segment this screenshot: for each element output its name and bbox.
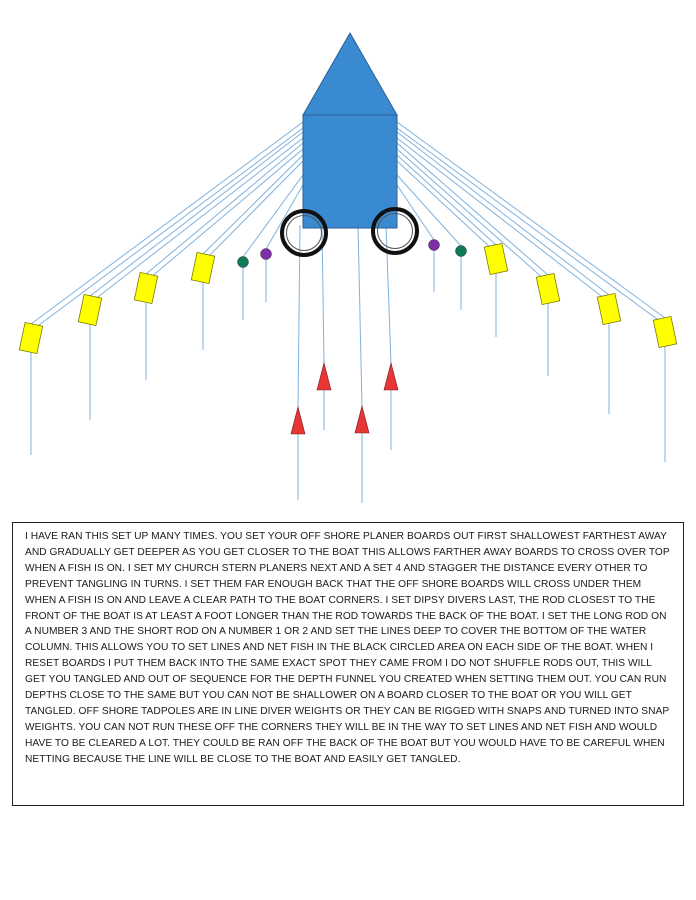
tadpole-weight [317,363,331,390]
boat [303,33,397,228]
planer-board [78,294,101,325]
boat-bow [303,33,397,115]
tow-line [35,128,303,328]
tow-line [146,143,303,274]
planer-board [191,252,214,283]
planer-board [597,293,620,324]
dipsy-diver [238,257,249,268]
tow-line [397,155,496,245]
dipsy-diver [261,249,272,260]
tadpole-line [386,225,391,364]
planer-board [484,243,507,274]
tadpole-weight [291,407,305,434]
tow-line [397,138,605,299]
tow-line [31,122,303,324]
diver-line [243,175,303,257]
tow-line [397,128,661,322]
dipsy-diver [429,240,440,251]
tadpole-weight [384,363,398,390]
tadpole-line [358,225,362,407]
tow-line [397,143,548,275]
planer-board [536,273,559,304]
notes-box [12,522,684,806]
dipsy-diver [456,246,467,257]
dipsy-divers [238,240,467,268]
notes-text: I HAVE RAN THIS SET UP MANY TIMES. YOU SET YOUR OFF SHORE PLANER BOARDS OUT FIRST SHALLOWEST FARTHEST AWAY AND GRADUALLY GET DEEPER AS YOU GET CLOSER TO THE BOAT THIS ALLOWS FARTHER AWAY BOARDS TO CROSS OVER TOP WHEN A FISH IS ON. I SET MY CHURCH STERN PLANERS NEXT AND A SET 4 AND STAGGER THE DISTANCE EVERY OTHER TO PREVENT TANGLING IN TURNS. I SET THEM FAR ENOUGH BACK THAT THE OFF SHORE BOARDS WILL CROSS UNDER THEM WHEN A FISH IS ON AND LEAVE A CLEAR PATH TO THE BOAT CORNERS. I SET DIPSY DIVERS LAST, THE ROD CLOSEST TO THE FRONT OF THE BOAT IS AT LEAST A FOOT LONGER THAN THE ROD TOWARDS THE BACK OF THE BOAT. I SET THE LONG ROD ON A NUMBER 3 AND THE SHORT ROD ON A NUMBER 1 OR 2 AND SET THE LINES DEEP TO COVER THE BOTTOM OF THE WATER COLUMN. THIS ALLOWS YOU TO SET LINES AND NET FISH IN THE BLACK CIRCLED AREA ON EACH SIDE OF THE BOAT. WHEN I RESET BOARDS I PUT THEM BACK INTO THE SAME EXACT SPOT THEY CAME FROM I DO NOT SHUFFLE RODS OUT, THIS WILL GET YOU TANGLED AND OUT OF SEQUENCE FOR THE DEPTH FUNNEL YOU CREATED WHEN SETTING THEM OUT. YOU CAN RUN DEPTHS CLOSE TO THE SAME BUT YOU CAN NOT BE SHALLOWER ON A BOARD CLOSER TO THE BOAT OR YOU WILL GET TANGLED. OFF SHORE TADPOLES ARE IN LINE DIVER WEIGHTS OR THEY CAN BE RIGGED WITH SNAPS AND TURNED INTO SNAP WEIGHTS. YOU CAN NOT RUN THESE OFF THE CORNERS THEY WILL BE IN THE WAY TO SET LINES AND NET FISH AND WOULD HAVE TO BE CLEARED A LOT. THEY COULD BE RAN OFF THE BACK OF THE BOAT BUT YOU WOULD HAVE TO BE CAREFUL WHEN NETTING BECAUSE THE LINE WILL BE CLOSE TO THE BOAT AND EASILY GET TANGLED. [25,531,670,765]
tadpole-weight [355,406,369,433]
planer-board [134,272,157,303]
planer-board [653,316,676,347]
planer-board [19,322,42,353]
tadpole-weights [291,363,398,434]
tow-line [150,149,303,278]
